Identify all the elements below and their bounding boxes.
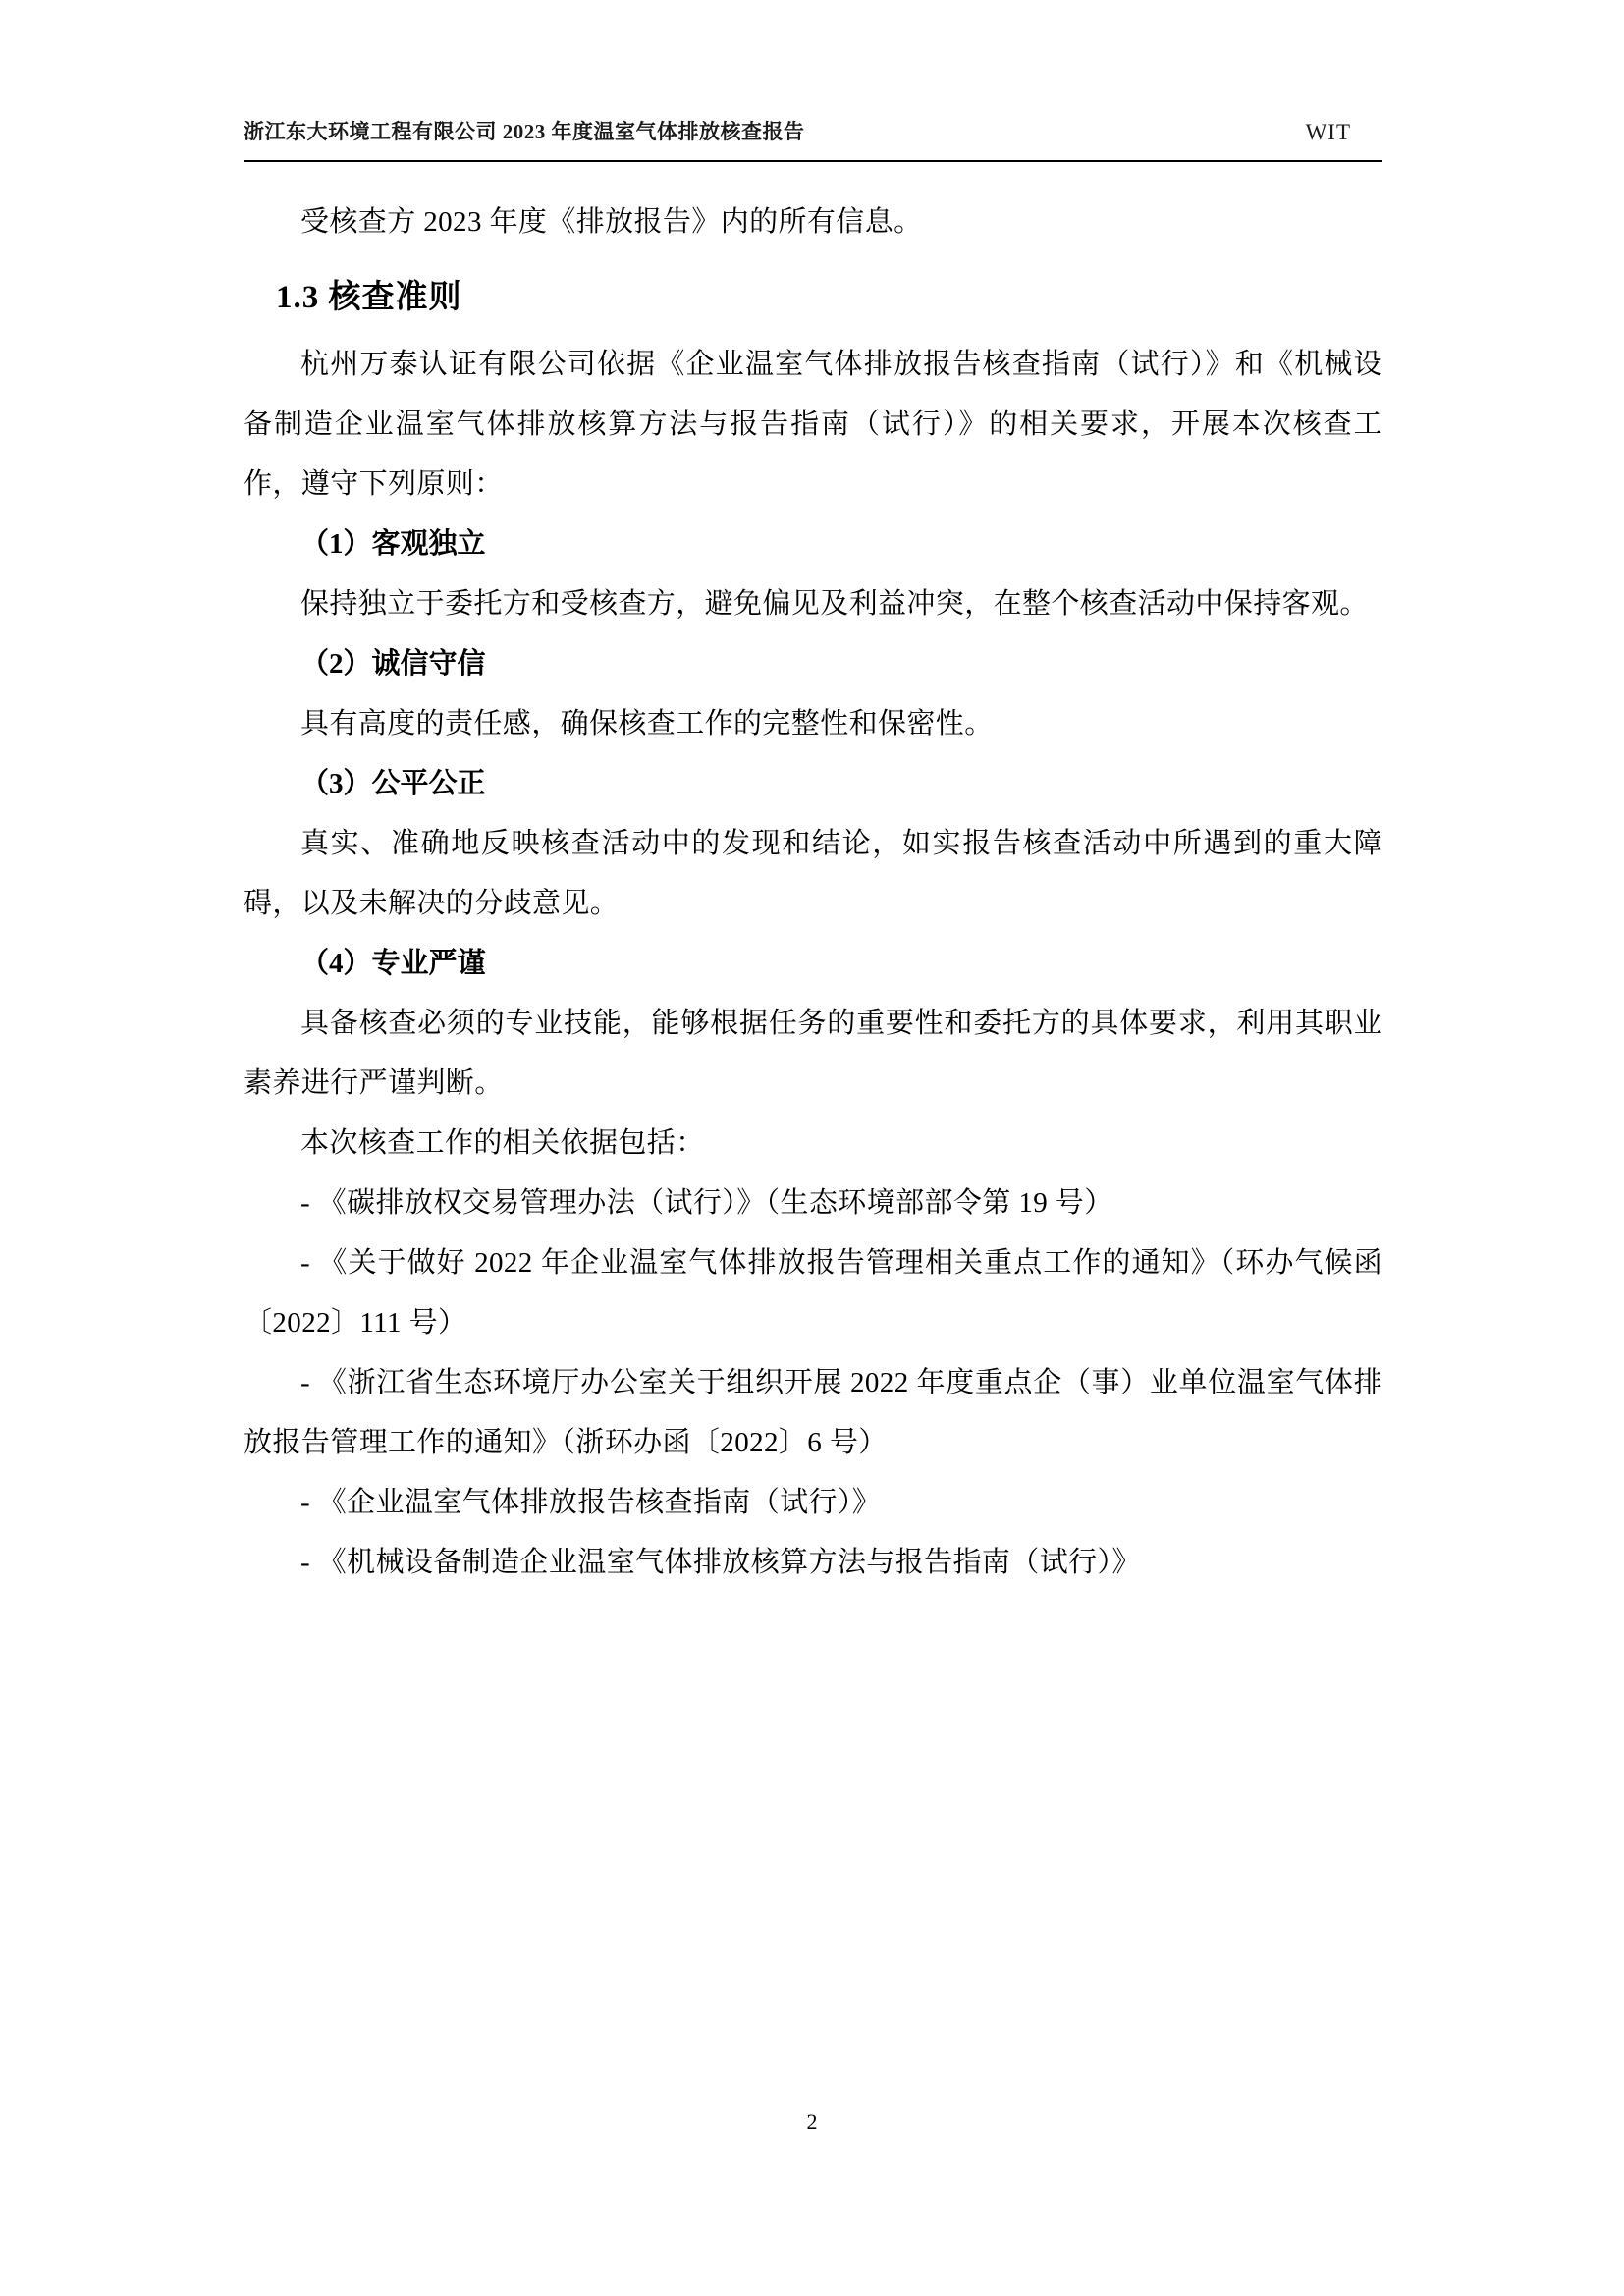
basis-lead-paragraph: 本次核查工作的相关依据包括： bbox=[300, 1127, 705, 1159]
principle-title-1: （1）客观独立 bbox=[300, 528, 486, 560]
page-header bbox=[244, 116, 1382, 145]
principle-text-1: 保持独立于委托方和受核查方，避免偏见及利益冲突，在整个核查活动中保持客观。 bbox=[300, 588, 1369, 620]
principle-text-2: 具有高度的责任感，确保核查工作的完整性和保密性。 bbox=[300, 708, 994, 739]
basis-item-3: - 《浙江省生态环境厅办公室关于组织开展 2022 年度重点企（事）业单位温室气体排放报告管理工作的通知》（浙环办函〔2022〕6 号） bbox=[244, 1367, 1382, 1458]
header-logo-text: WIT bbox=[1305, 120, 1351, 144]
basis-item-4: - 《企业温室气体排放报告核查指南（试行）》 bbox=[300, 1487, 882, 1518]
lead-paragraph: 受核查方 2023 年度《排放报告》内的所有信息。 bbox=[300, 206, 923, 238]
basis-item-1: - 《碳排放权交易管理办法（试行）》（生态环境部部令第 19 号） bbox=[300, 1187, 1113, 1219]
principle-title-3: （3）公平公正 bbox=[300, 768, 486, 799]
basis-item-2: - 《关于做好 2022 年企业温室气体排放报告管理相关重点工作的通知》（环办气候函〔2022〕111 号） bbox=[244, 1247, 1382, 1339]
document-body bbox=[244, 192, 1382, 1593]
basis-item-5: - 《机械设备制造企业温室气体排放核算方法与报告指南（试行）》 bbox=[300, 1547, 1141, 1578]
section-heading-1-3: 1.3 核查准则 bbox=[276, 280, 462, 315]
principle-text-4: 具备核查必须的专业技能，能够根据任务的重要性和委托方的具体要求，利用其职业素养进行严谨判断。 bbox=[244, 1008, 1382, 1099]
principle-text-3: 真实、准确地反映核查活动中的发现和结论，如实报告核查活动中所遇到的重大障碍，以及未解决的分歧意见。 bbox=[244, 828, 1382, 919]
header-title: 浙江东大环境工程有限公司 2023 年度温室气体排放核查报告 bbox=[244, 120, 805, 143]
principle-title-4: （4）专业严谨 bbox=[300, 948, 486, 979]
page-number: 2 bbox=[806, 2109, 818, 2134]
header-divider bbox=[244, 160, 1382, 162]
principle-title-2: （2）诚信守信 bbox=[300, 648, 486, 680]
criteria-intro-paragraph: 杭州万泰认证有限公司依据《企业温室气体排放报告核查指南（试行）》和《机械设备制造企业温室气体排放核算方法与报告指南（试行）》的相关要求，开展本次核查工作，遵守下列原则： bbox=[244, 349, 1382, 500]
